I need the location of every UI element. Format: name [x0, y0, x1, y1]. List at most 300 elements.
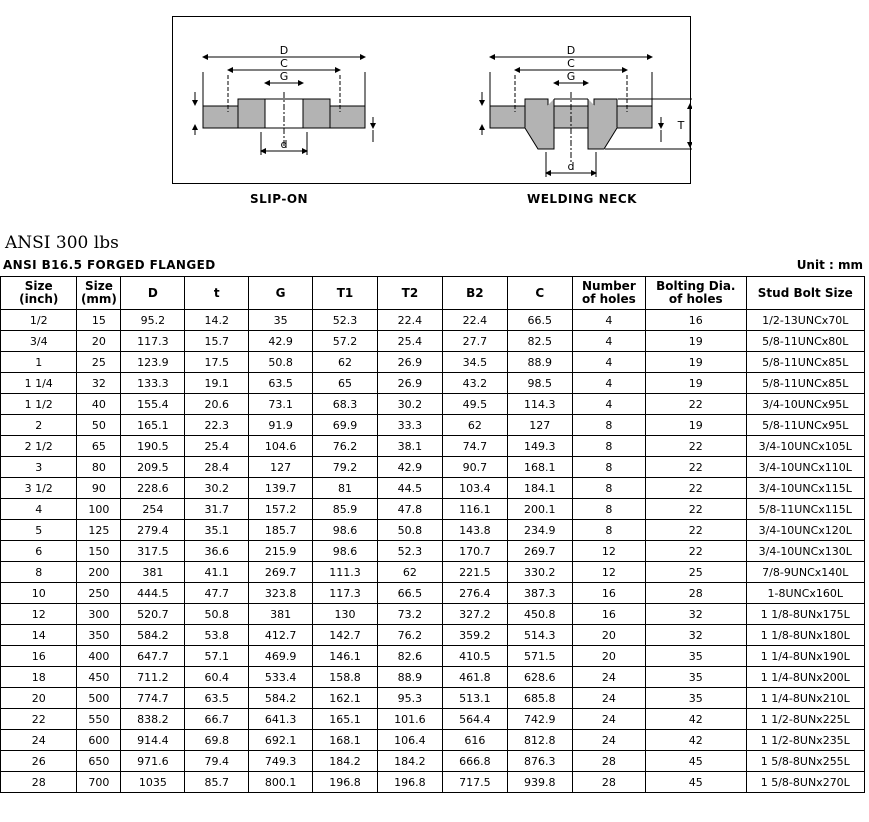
table-cell: 666.8	[442, 751, 507, 772]
table-cell: 22	[646, 436, 747, 457]
table-cell: 111.3	[313, 562, 378, 583]
table-cell: 14.2	[185, 310, 249, 331]
table-cell: 1	[1, 352, 77, 373]
table-cell: 200.1	[507, 499, 572, 520]
table-cell: 133.3	[121, 373, 185, 394]
column-header	[646, 277, 747, 310]
table-cell: 98.5	[507, 373, 572, 394]
table-cell: 323.8	[249, 583, 313, 604]
table-cell: 774.7	[121, 688, 185, 709]
table-cell: 32	[77, 373, 121, 394]
table-cell: 469.9	[249, 646, 313, 667]
table-cell: 18	[1, 667, 77, 688]
table-cell: 143.8	[442, 520, 507, 541]
table-cell: 520.7	[121, 604, 185, 625]
table-cell: 3/4-10UNCx110L	[746, 457, 864, 478]
slip-on-label-G: G	[279, 70, 289, 83]
table-cell: 250	[77, 583, 121, 604]
table-cell: 168.1	[507, 457, 572, 478]
table-cell: 350	[77, 625, 121, 646]
table-cell: 330.2	[507, 562, 572, 583]
table-cell: 5/8-11UNCx115L	[746, 499, 864, 520]
table-cell: 200	[77, 562, 121, 583]
table-cell: 12	[572, 541, 645, 562]
table-cell: 717.5	[442, 772, 507, 793]
table-cell: 57.1	[185, 646, 249, 667]
table-cell: 5/8-11UNCx95L	[746, 415, 864, 436]
column-header-text: t	[213, 285, 220, 300]
table-subtitle: ANSI B16.5 FORGED FLANGED	[3, 258, 216, 272]
table-cell: 5/8-11UNCx85L	[746, 352, 864, 373]
table-cell: 12	[1, 604, 77, 625]
table-row	[1, 625, 865, 646]
table-cell: 2	[1, 415, 77, 436]
table-cell: 22.4	[442, 310, 507, 331]
table-cell: 16	[572, 604, 645, 625]
table-cell: 20	[77, 331, 121, 352]
table-cell: 73.1	[249, 394, 313, 415]
table-cell: 14	[1, 625, 77, 646]
welding-neck-label-C: C	[567, 57, 575, 70]
table-row	[1, 709, 865, 730]
table-cell: 149.3	[507, 436, 572, 457]
table-cell: 155.4	[121, 394, 185, 415]
table-row	[1, 394, 865, 415]
table-cell: 16	[572, 583, 645, 604]
table-cell: 5	[1, 520, 77, 541]
table-cell: 971.6	[121, 751, 185, 772]
table-header-row	[1, 277, 865, 310]
table-cell: 8	[572, 520, 645, 541]
table-cell: 36.6	[185, 541, 249, 562]
table-cell: 412.7	[249, 625, 313, 646]
table-cell: 41.1	[185, 562, 249, 583]
table-cell: 35.1	[185, 520, 249, 541]
table-cell: 410.5	[442, 646, 507, 667]
table-cell: 34.5	[442, 352, 507, 373]
column-header	[185, 277, 249, 310]
table-row	[1, 772, 865, 793]
table-cell: 24	[572, 688, 645, 709]
table-cell: 43.2	[442, 373, 507, 394]
table-cell: 76.2	[377, 625, 442, 646]
table-row	[1, 520, 865, 541]
table-cell: 95.2	[121, 310, 185, 331]
table-cell: 157.2	[249, 499, 313, 520]
table-cell: 1 1/4-8UNx210L	[746, 688, 864, 709]
table-cell: 20.6	[185, 394, 249, 415]
table-cell: 66.5	[507, 310, 572, 331]
table-cell: 234.9	[507, 520, 572, 541]
column-header-text: (mm)	[80, 292, 117, 306]
table-cell: 8	[572, 436, 645, 457]
table-cell: 6	[1, 541, 77, 562]
table-row	[1, 478, 865, 499]
table-cell: 28	[1, 772, 77, 793]
table-cell: 22	[646, 478, 747, 499]
table-cell: 196.8	[313, 772, 378, 793]
table-cell: 269.7	[507, 541, 572, 562]
table-cell: 22	[1, 709, 77, 730]
column-header-text: T1	[336, 285, 354, 300]
table-cell: 3	[1, 457, 77, 478]
table-row	[1, 310, 865, 331]
table-cell: 19.1	[185, 373, 249, 394]
table-cell: 564.4	[442, 709, 507, 730]
table-cell: 276.4	[442, 583, 507, 604]
table-cell: 1 1/4	[1, 373, 77, 394]
table-cell: 317.5	[121, 541, 185, 562]
column-header-text: T2	[401, 285, 419, 300]
column-header	[507, 277, 572, 310]
table-cell: 22	[646, 541, 747, 562]
table-cell: 628.6	[507, 667, 572, 688]
table-cell: 812.8	[507, 730, 572, 751]
table-cell: 81	[313, 478, 378, 499]
table-cell: 196.8	[377, 772, 442, 793]
table-cell: 19	[646, 331, 747, 352]
table-cell: 28.4	[185, 457, 249, 478]
table-row	[1, 436, 865, 457]
table-cell: 16	[1, 646, 77, 667]
table-cell: 90.7	[442, 457, 507, 478]
table-cell: 381	[121, 562, 185, 583]
table-cell: 185.7	[249, 520, 313, 541]
table-cell: 25	[77, 352, 121, 373]
table-cell: 254	[121, 499, 185, 520]
table-cell: 3/4-10UNCx105L	[746, 436, 864, 457]
table-cell: 85.9	[313, 499, 378, 520]
table-cell: 79.2	[313, 457, 378, 478]
welding-neck-label-T: T	[677, 119, 685, 132]
table-cell: 800.1	[249, 772, 313, 793]
table-cell: 50.8	[377, 520, 442, 541]
table-cell: 228.6	[121, 478, 185, 499]
welding-neck-drawing	[482, 57, 692, 177]
table-cell: 101.6	[377, 709, 442, 730]
table-cell: 40	[77, 394, 121, 415]
flange-diagrams	[173, 17, 692, 185]
table-cell: 42	[646, 730, 747, 751]
table-cell: 139.7	[249, 478, 313, 499]
table-cell: 742.9	[507, 709, 572, 730]
column-header	[77, 277, 121, 310]
table-cell: 7/8-9UNCx140L	[746, 562, 864, 583]
table-cell: 73.2	[377, 604, 442, 625]
column-header	[377, 277, 442, 310]
welding-neck-label-G: G	[566, 70, 576, 83]
table-cell: 22	[646, 394, 747, 415]
table-cell: 38.1	[377, 436, 442, 457]
table-cell: 19	[646, 352, 747, 373]
table-cell: 876.3	[507, 751, 572, 772]
column-header-text: Number	[582, 279, 636, 293]
table-cell: 1035	[121, 772, 185, 793]
table-cell: 10	[1, 583, 77, 604]
table-cell: 62	[377, 562, 442, 583]
table-cell: 514.3	[507, 625, 572, 646]
table-cell: 35	[646, 667, 747, 688]
table-cell: 3/4-10UNCx130L	[746, 541, 864, 562]
table-cell: 15	[77, 310, 121, 331]
table-row	[1, 373, 865, 394]
table-cell: 65	[313, 373, 378, 394]
unit-label: Unit : mm	[796, 258, 863, 272]
table-row	[1, 646, 865, 667]
table-cell: 25.4	[185, 436, 249, 457]
table-cell: 647.7	[121, 646, 185, 667]
table-cell: 95.3	[377, 688, 442, 709]
table-row	[1, 331, 865, 352]
table-cell: 25.4	[377, 331, 442, 352]
table-cell: 22.3	[185, 415, 249, 436]
table-cell: 838.2	[121, 709, 185, 730]
table-cell: 300	[77, 604, 121, 625]
table-cell: 49.5	[442, 394, 507, 415]
table-cell: 88.9	[507, 352, 572, 373]
table-cell: 1-8UNCx160L	[746, 583, 864, 604]
table-row	[1, 562, 865, 583]
table-cell: 387.3	[507, 583, 572, 604]
table-cell: 1/2	[1, 310, 77, 331]
table-cell: 327.2	[442, 604, 507, 625]
table-cell: 47.7	[185, 583, 249, 604]
table-cell: 62	[313, 352, 378, 373]
table-cell: 190.5	[121, 436, 185, 457]
table-cell: 117.3	[313, 583, 378, 604]
table-cell: 914.4	[121, 730, 185, 751]
table-row	[1, 415, 865, 436]
table-cell: 1 1/4-8UNx190L	[746, 646, 864, 667]
column-header-text: Stud Bolt Size	[757, 285, 853, 300]
table-cell: 450.8	[507, 604, 572, 625]
table-cell: 85.7	[185, 772, 249, 793]
table-row	[1, 541, 865, 562]
column-header-text: D	[147, 285, 158, 300]
column-header-text: (inch)	[19, 292, 59, 306]
flange-diagram-box	[172, 16, 691, 184]
slip-on-caption: SLIP-ON	[250, 192, 309, 206]
table-cell: 50.8	[249, 352, 313, 373]
slip-on-label-D: D	[279, 44, 289, 57]
column-header	[572, 277, 645, 310]
table-cell: 130	[313, 604, 378, 625]
table-cell: 52.3	[377, 541, 442, 562]
table-cell: 500	[77, 688, 121, 709]
table-cell: 461.8	[442, 667, 507, 688]
table-cell: 3 1/2	[1, 478, 77, 499]
column-header-text: of holes	[581, 292, 636, 306]
table-cell: 692.1	[249, 730, 313, 751]
table-cell: 215.9	[249, 541, 313, 562]
table-cell: 35	[646, 688, 747, 709]
table-cell: 1/2-13UNCx70L	[746, 310, 864, 331]
table-row	[1, 604, 865, 625]
table-cell: 8	[572, 499, 645, 520]
table-cell: 8	[572, 478, 645, 499]
table-cell: 30.2	[377, 394, 442, 415]
table-cell: 650	[77, 751, 121, 772]
table-cell: 32	[646, 625, 747, 646]
column-header	[313, 277, 378, 310]
table-cell: 279.4	[121, 520, 185, 541]
table-cell: 98.6	[313, 541, 378, 562]
table-cell: 4	[1, 499, 77, 520]
table-cell: 60.4	[185, 667, 249, 688]
table-cell: 19	[646, 415, 747, 436]
table-cell: 168.1	[313, 730, 378, 751]
table-row	[1, 352, 865, 373]
table-cell: 4	[572, 373, 645, 394]
table-cell: 66.5	[377, 583, 442, 604]
table-cell: 33.3	[377, 415, 442, 436]
table-cell: 35	[646, 646, 747, 667]
table-cell: 584.2	[121, 625, 185, 646]
table-cell: 24	[572, 730, 645, 751]
table-row	[1, 730, 865, 751]
table-cell: 68.3	[313, 394, 378, 415]
slip-on-label-d: d	[280, 138, 288, 151]
table-cell: 127	[507, 415, 572, 436]
table-cell: 1 1/8-8UNx175L	[746, 604, 864, 625]
table-cell: 221.5	[442, 562, 507, 583]
table-cell: 80	[77, 457, 121, 478]
table-cell: 711.2	[121, 667, 185, 688]
table-row	[1, 457, 865, 478]
column-header	[442, 277, 507, 310]
table-cell: 533.4	[249, 667, 313, 688]
table-cell: 28	[572, 772, 645, 793]
welding-neck-caption: WELDING NECK	[527, 192, 637, 206]
table-cell: 4	[572, 352, 645, 373]
table-cell: 15.7	[185, 331, 249, 352]
table-cell: 103.4	[442, 478, 507, 499]
table-cell: 26.9	[377, 373, 442, 394]
column-header	[1, 277, 77, 310]
table-cell: 123.9	[121, 352, 185, 373]
table-cell: 22	[646, 457, 747, 478]
table-cell: 184.2	[313, 751, 378, 772]
table-cell: 63.5	[249, 373, 313, 394]
column-header-text: Size	[24, 279, 53, 293]
table-row	[1, 583, 865, 604]
column-header-text: Size	[84, 279, 113, 293]
table-cell: 44.5	[377, 478, 442, 499]
table-cell: 1 5/8-8UNx255L	[746, 751, 864, 772]
table-cell: 45	[646, 772, 747, 793]
table-cell: 27.7	[442, 331, 507, 352]
table-cell: 125	[77, 520, 121, 541]
table-cell: 513.1	[442, 688, 507, 709]
table-cell: 28	[646, 583, 747, 604]
table-cell: 65	[77, 436, 121, 457]
slip-on-label-C: C	[280, 57, 288, 70]
table-cell: 4	[572, 394, 645, 415]
table-cell: 42	[646, 709, 747, 730]
table-cell: 939.8	[507, 772, 572, 793]
table-cell: 5/8-11UNCx80L	[746, 331, 864, 352]
table-cell: 98.6	[313, 520, 378, 541]
table-cell: 22	[646, 520, 747, 541]
column-header-text: G	[275, 285, 286, 300]
table-cell: 52.3	[313, 310, 378, 331]
table-cell: 550	[77, 709, 121, 730]
table-cell: 26	[1, 751, 77, 772]
table-cell: 12	[572, 562, 645, 583]
table-cell: 20	[572, 646, 645, 667]
table-cell: 1 1/2	[1, 394, 77, 415]
table-cell: 35	[249, 310, 313, 331]
table-cell: 30.2	[185, 478, 249, 499]
table-cell: 1 5/8-8UNx270L	[746, 772, 864, 793]
table-cell: 685.8	[507, 688, 572, 709]
table-cell: 3/4-10UNCx95L	[746, 394, 864, 415]
column-header-text: of holes	[668, 292, 723, 306]
table-cell: 90	[77, 478, 121, 499]
table-cell: 165.1	[121, 415, 185, 436]
column-header	[249, 277, 313, 310]
table-cell: 3/4-10UNCx115L	[746, 478, 864, 499]
table-cell: 50.8	[185, 604, 249, 625]
table-cell: 158.8	[313, 667, 378, 688]
table-cell: 32	[646, 604, 747, 625]
table-cell: 79.4	[185, 751, 249, 772]
column-header-text: C	[535, 285, 545, 300]
table-cell: 584.2	[249, 688, 313, 709]
table-cell: 749.3	[249, 751, 313, 772]
table-cell: 53.8	[185, 625, 249, 646]
table-cell: 1 1/4-8UNx200L	[746, 667, 864, 688]
table-cell: 184.2	[377, 751, 442, 772]
table-cell: 8	[572, 457, 645, 478]
table-row	[1, 667, 865, 688]
table-cell: 184.1	[507, 478, 572, 499]
table-cell: 20	[1, 688, 77, 709]
table-cell: 24	[1, 730, 77, 751]
table-cell: 5/8-11UNCx85L	[746, 373, 864, 394]
table-cell: 69.9	[313, 415, 378, 436]
table-cell: 450	[77, 667, 121, 688]
column-header	[746, 277, 864, 310]
table-cell: 63.5	[185, 688, 249, 709]
table-cell: 400	[77, 646, 121, 667]
column-header-text: Bolting Dia.	[656, 279, 736, 293]
table-cell: 2 1/2	[1, 436, 77, 457]
table-cell: 444.5	[121, 583, 185, 604]
table-cell: 16	[646, 310, 747, 331]
welding-neck-label-D: D	[566, 44, 576, 57]
table-cell: 170.7	[442, 541, 507, 562]
table-cell: 82.6	[377, 646, 442, 667]
table-cell: 381	[249, 604, 313, 625]
table-cell: 114.3	[507, 394, 572, 415]
table-cell: 162.1	[313, 688, 378, 709]
table-cell: 66.7	[185, 709, 249, 730]
table-cell: 26.9	[377, 352, 442, 373]
table-cell: 31.7	[185, 499, 249, 520]
table-cell: 45	[646, 751, 747, 772]
table-cell: 117.3	[121, 331, 185, 352]
table-cell: 42.9	[377, 457, 442, 478]
flange-dimension-table	[0, 276, 865, 793]
welding-neck-label-d: d	[567, 160, 575, 173]
table-cell: 24	[572, 709, 645, 730]
table-cell: 82.5	[507, 331, 572, 352]
table-cell: 47.8	[377, 499, 442, 520]
table-cell: 22.4	[377, 310, 442, 331]
table-cell: 1 1/8-8UNx180L	[746, 625, 864, 646]
table-cell: 28	[572, 751, 645, 772]
